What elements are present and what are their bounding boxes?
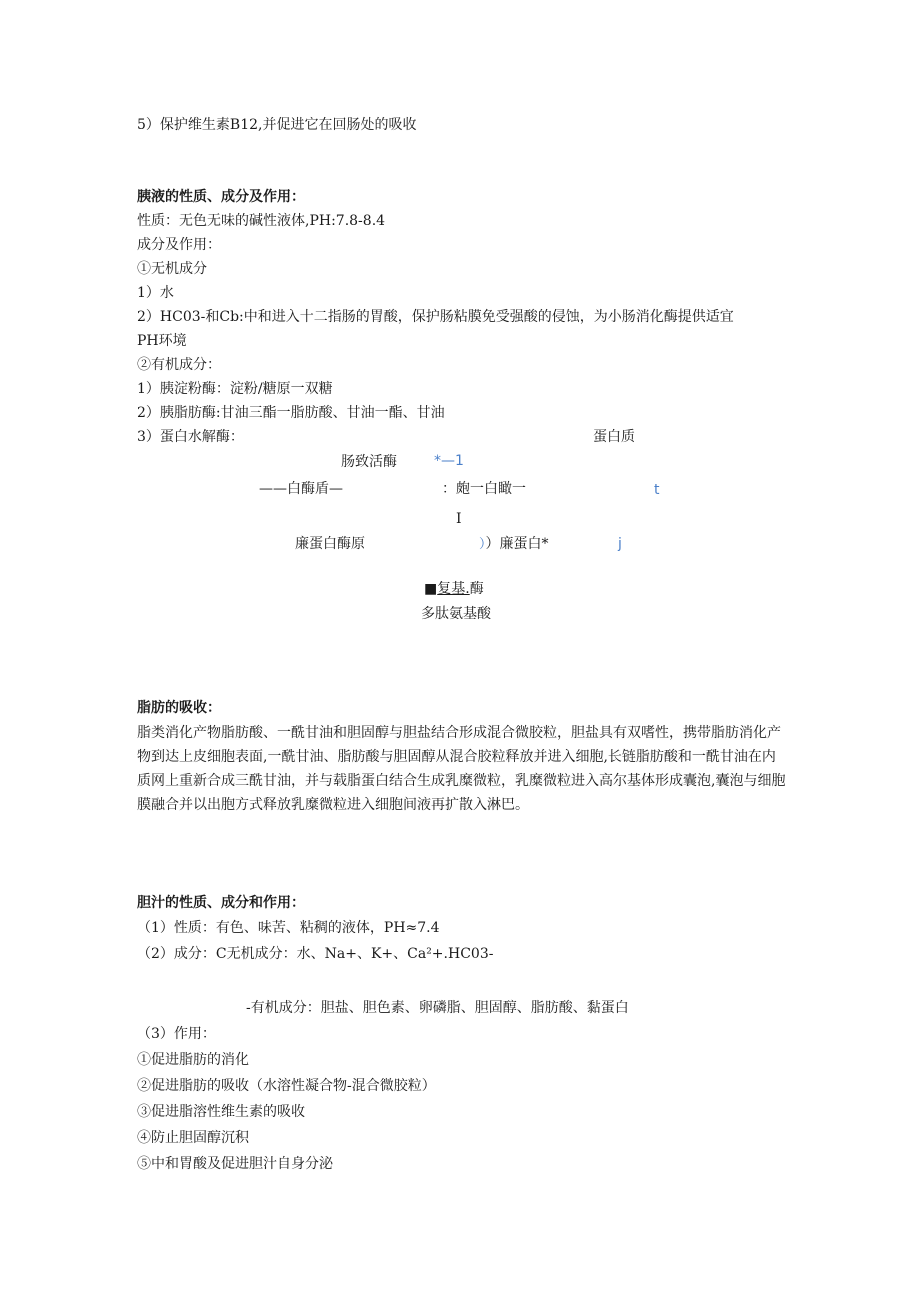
bile-organic: -有机成分：胆盐、胆色素、卵磷脂、胆固醇、脂肪酸、黏蛋白 <box>246 1000 629 1016</box>
bile-function-2: ②促进脂肪的吸收（水溶性凝合物-混合微胶粒） <box>137 1078 436 1094</box>
bile-function-3: ③促进脂溶性维生素的吸收 <box>137 1104 305 1120</box>
diagram-carboxypeptidase <box>424 579 484 599</box>
fat-heading: 脂肪的吸收： <box>137 700 221 716</box>
diagram-product: 多肽氨基酸 <box>421 606 491 622</box>
diagram-chymotrypsin <box>479 534 549 555</box>
pancreas-property: 性质：无色无味的碱性液体,PH:7.8-8.4 <box>137 213 386 229</box>
diagram-carboxy-suffix: 酶 <box>469 581 484 597</box>
diagram-arrow-1: *—1 <box>434 453 464 469</box>
bile-functions-label: （3）作用： <box>137 1026 216 1042</box>
pancreatic-amylase: 1）胰淀粉酶：淀粉/糖原一双糖 <box>137 381 333 397</box>
bile-function-5: ⑤中和胃酸及促进胆汁自身分泌 <box>137 1156 333 1172</box>
inorganic-label: ①无机成分 <box>137 261 207 277</box>
diagram-protein: 蛋白质 <box>593 429 635 445</box>
diagram-carboxy-underlined: 复基. <box>437 581 470 597</box>
diagram-bar: I <box>456 511 462 527</box>
diagram-chymotrypsinogen: 廉蛋白酶原 <box>295 536 365 552</box>
diagram-chymotrypsin-text: ）廉蛋白* <box>485 536 549 552</box>
pancreas-components-label: 成分及作用： <box>137 237 221 253</box>
diagram-arrow-t: t <box>654 482 660 498</box>
vitamin-b12-line: 5）保护维生素B12,并促进它在回肠处的吸收 <box>137 117 417 133</box>
inorganic-bicarbonate: 2）HC03-和Cb:中和进入十二指肠的胃酸，保护肠粘膜免受强酸的侵蚀，为小肠消化酶提供适宜 <box>137 309 734 325</box>
pancreatic-lipase: 2）胰脂肪酶:甘油三酯一脂肪酸、甘油一酯、甘油 <box>137 405 445 421</box>
bile-heading: 胆汁的性质、成分和作用： <box>137 895 305 911</box>
bile-function-4: ④防止胆固醇沉积 <box>137 1130 249 1146</box>
diagram-carboxy-mark: ■ <box>424 581 438 597</box>
inorganic-bicarbonate-cont: PH环境 <box>137 333 187 349</box>
pancreas-heading: 胰液的性质、成分及作用： <box>137 189 305 205</box>
bile-function-1: ①促进脂肪的消化 <box>137 1052 249 1068</box>
diagram-enzyme-mid: ：皰一白瞰一 <box>442 481 526 497</box>
protease-label: 3）蛋白水解酶： <box>137 429 244 445</box>
bile-components: （2）成分：C无机成分：水、Na+、K+、Ca²+.HC03- <box>137 946 494 962</box>
fat-paragraph: 脂类消化产物脂肪酸、一酰甘油和胆固醇与胆盐结合形成混合微胶粒，胆盐具有双嗜性，携带脂肪消化产物到达上皮细胞表面,一酰甘油、脂肪酸与胆固醇从混合胶粒释放并进入细胞,长链脂肪酸和一酰甘油在内质网上重新合成三酰甘油，并与载脂蛋白结合生成乳糜微粒，乳糜微粒进入高尔基体形成囊泡,囊泡与细胞膜融合并以出胞方式释放乳糜微粒进入细胞间液再扩散入淋巴。 <box>137 725 786 813</box>
inorganic-water: 1）水 <box>137 285 174 301</box>
diagram-enzyme-left: ——白酶盾— <box>259 481 343 497</box>
diagram-paren: ） <box>479 537 486 552</box>
diagram-enterokinase: 肠致活酶 <box>341 454 397 470</box>
organic-label: ②有机成分： <box>137 357 221 373</box>
bile-property: （1）性质：有色、味苦、粘稠的液体，PH≈7.4 <box>137 920 440 936</box>
diagram-arrow-j: j <box>618 536 622 552</box>
